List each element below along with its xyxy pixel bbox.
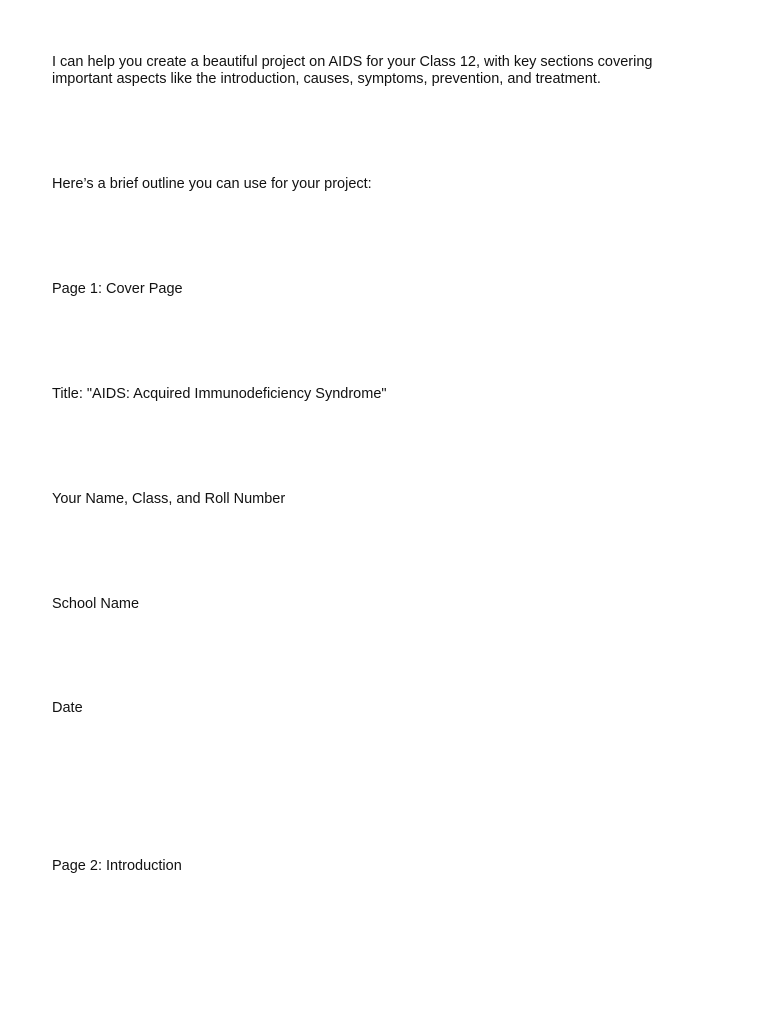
page-1-heading: Page 1: Cover Page [52, 281, 183, 297]
title-line: Title: "AIDS: Acquired Immunodeficiency Syndrome" [52, 386, 387, 402]
page-2-heading: Page 2: Introduction [52, 858, 182, 874]
name-class-roll-line: Your Name, Class, and Roll Number [52, 491, 286, 507]
outline-paragraph: Here’s a brief outline you can use for your project: [52, 176, 372, 192]
intro-paragraph: I can help you create a beautiful project on AIDS for your Class 12, with key sections covering important aspects like the introduction, causes, symptoms, prevention, and treatment. [52, 54, 653, 87]
school-name-line: School Name [52, 596, 140, 612]
date-line: Date [52, 700, 83, 716]
